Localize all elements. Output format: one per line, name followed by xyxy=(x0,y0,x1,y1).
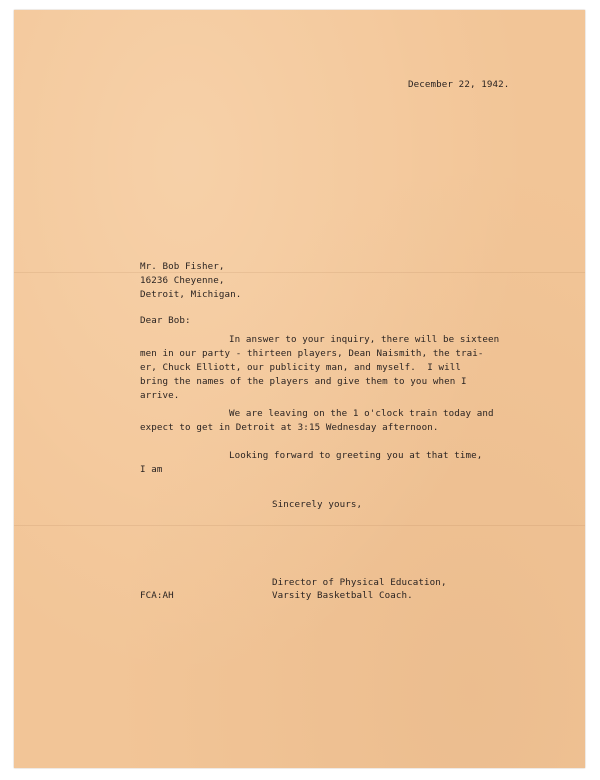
signature-role: Varsity Basketball Coach. xyxy=(272,590,413,601)
letter-page xyxy=(14,10,585,768)
body-line: men in our party - thirteen players, Dean Naismith, the trai- xyxy=(140,348,484,359)
body-line: In answer to your inquiry, there will be sixteen xyxy=(229,334,500,345)
body-line: expect to get in Detroit at 3:15 Wednesday afternoon. xyxy=(140,422,439,433)
reference-initials: FCA:AH xyxy=(140,590,174,601)
body-line: I am xyxy=(140,464,163,475)
recipient-street: 16236 Cheyenne, xyxy=(140,275,225,286)
letter-date: December 22, 1942. xyxy=(408,79,510,90)
body-line: bring the names of the players and give them to you when I xyxy=(140,376,467,387)
body-line: We are leaving on the 1 o'clock train today and xyxy=(229,408,494,419)
paper-crease xyxy=(14,525,585,526)
salutation: Dear Bob: xyxy=(140,315,191,326)
body-line: er, Chuck Elliott, our publicity man, and myself. I will xyxy=(140,362,461,373)
body-line: arrive. xyxy=(140,390,180,401)
recipient-name: Mr. Bob Fisher, xyxy=(140,261,225,272)
paper-crease xyxy=(14,272,585,273)
signature-title: Director of Physical Education, xyxy=(272,577,447,588)
body-line: Looking forward to greeting you at that time, xyxy=(229,450,483,461)
recipient-city: Detroit, Michigan. xyxy=(140,289,242,300)
closing: Sincerely yours, xyxy=(272,499,363,510)
